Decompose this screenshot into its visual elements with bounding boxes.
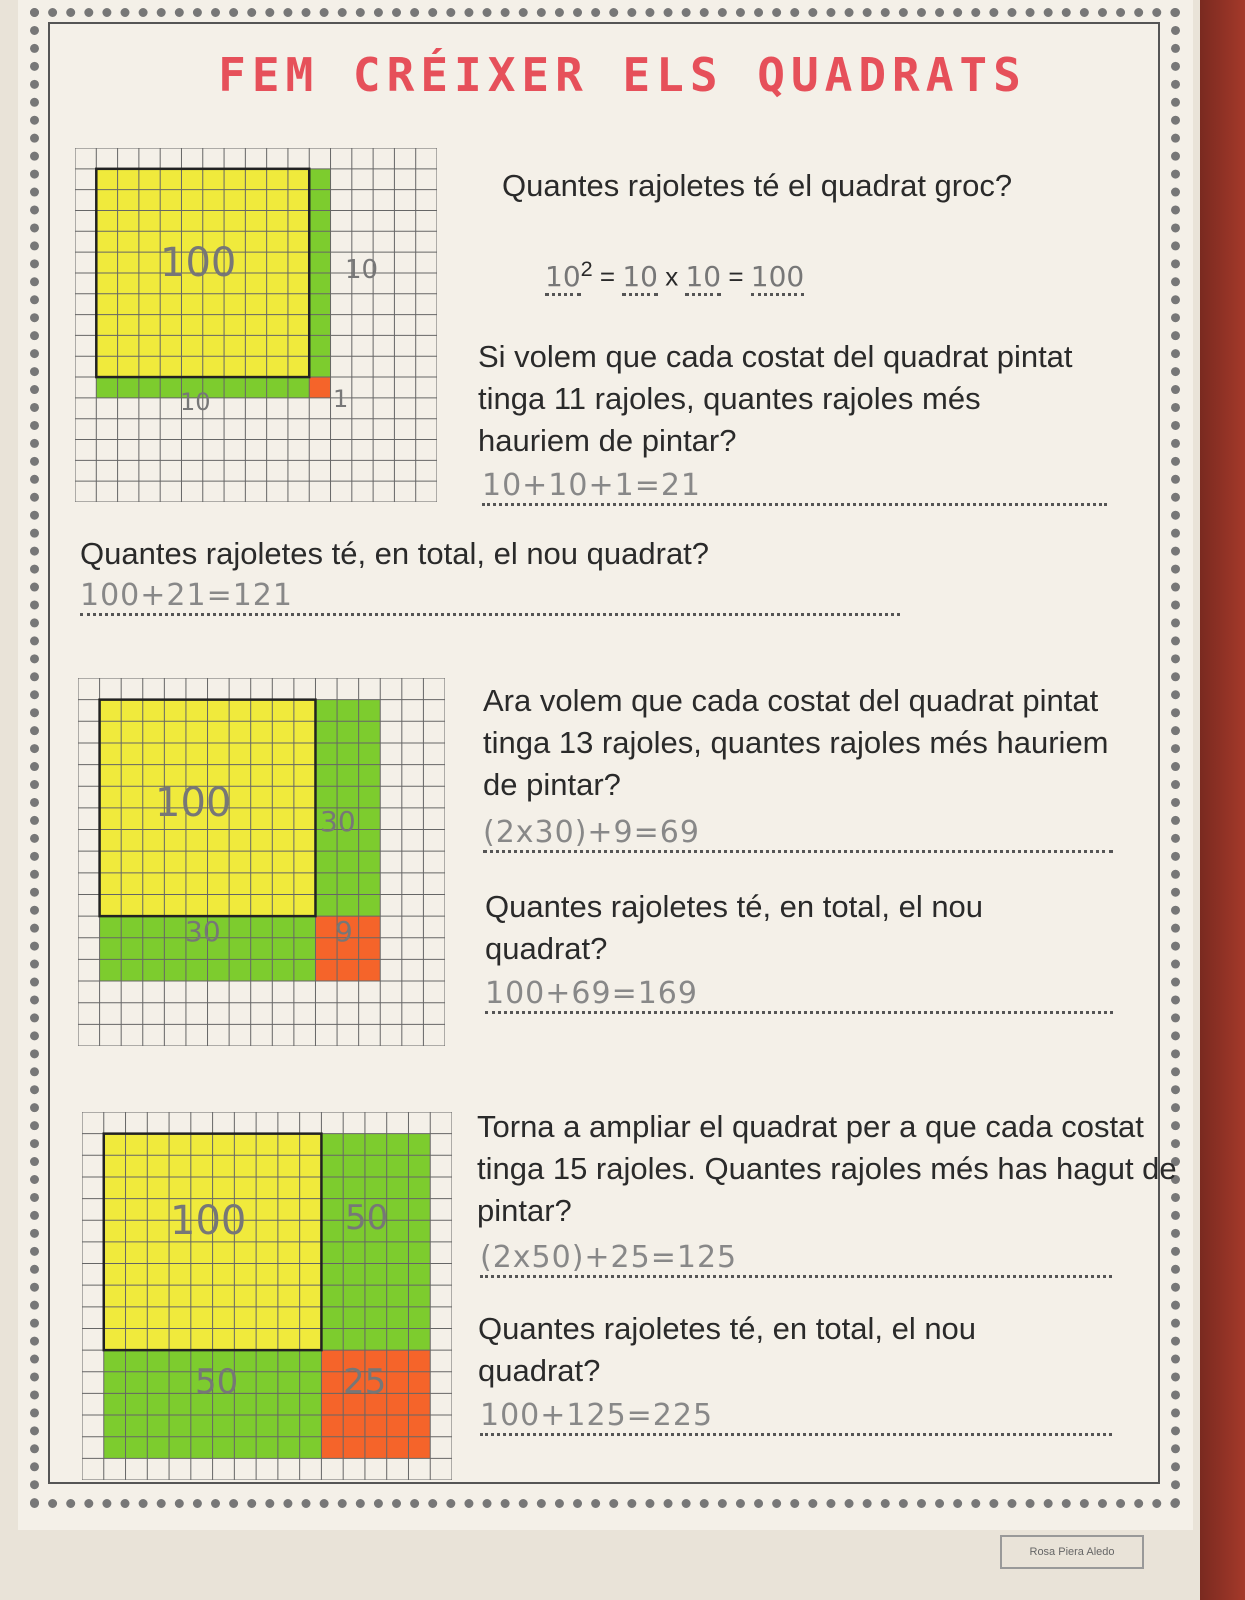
background-edge [1200, 0, 1245, 1600]
label-corner: 1 [333, 385, 349, 413]
tile-grid-2 [78, 678, 445, 1046]
question-total-11: Quantes rajoletes té, en total, el nou quadrat? [80, 536, 710, 571]
grid-svg [82, 1112, 452, 1480]
grid-svg [75, 148, 437, 502]
label-corner: 25 [343, 1362, 387, 1402]
eq-result: 100 [751, 260, 804, 296]
label-bottom: 30 [185, 915, 221, 948]
eq-exponent: 2 [580, 256, 593, 281]
answer-15-tiles: (2x50)+25=125 [480, 1240, 1112, 1278]
label-yellow: 100 [155, 780, 232, 826]
eq-equals-2: = [728, 261, 744, 292]
label-bottom: 50 [195, 1362, 239, 1402]
question-13-tiles: Ara volem que cada costat del quadrat pintat tinga 13 rajoles, quantes rajoles més hauriem de pintar? [483, 683, 1109, 802]
answer-total-15: 100+125=225 [480, 1398, 1112, 1436]
orange-corner-region [309, 377, 330, 398]
eq-equals: = [599, 261, 616, 292]
eq-factor2: 10 [685, 260, 721, 296]
label-corner: 9 [335, 915, 353, 948]
answer-total-11: 100+21=121 [80, 578, 900, 616]
grid-svg [78, 678, 445, 1046]
question-15-tiles: Torna a ampliar el quadrat per a que cada costat tinga 15 rajoles. Quantes rajoles més has hagut de pintar? [477, 1109, 1177, 1228]
answer-total-13: 100+69=169 [485, 976, 1113, 1014]
eq-times: x [665, 261, 679, 292]
eq-base: 10 [545, 260, 581, 296]
tile-grid-3 [82, 1112, 452, 1480]
label-side: 50 [345, 1198, 389, 1238]
question-total-13: Quantes rajoletes té, en total, el nou quadrat? [485, 889, 984, 966]
tile-grid-1 [75, 148, 437, 502]
question-total-15: Quantes rajoletes té, en total, el nou quadrat? [478, 1311, 977, 1388]
equation [545, 248, 804, 298]
label-side: 30 [320, 805, 356, 838]
answer-11-tiles: 10+10+1=21 [482, 468, 1107, 506]
label-yellow: 100 [170, 1198, 247, 1244]
page-title: FEM CRÉIXER ELS QUADRATS [218, 48, 1027, 102]
label-side: 10 [345, 255, 379, 285]
author-signature: Rosa Piera Aledo [1000, 1535, 1144, 1569]
answer-13-tiles: (2x30)+9=69 [483, 815, 1113, 853]
label-yellow: 100 [160, 240, 237, 286]
eq-factor1: 10 [622, 260, 658, 296]
label-bottom: 10 [180, 388, 211, 416]
question-yellow-tiles: Quantes rajoletes té el quadrat groc? [502, 168, 1013, 203]
question-11-tiles: Si volem que cada costat del quadrat pintat tinga 11 rajoles, quantes rajoles més hauriem de pintar? [478, 339, 1073, 458]
